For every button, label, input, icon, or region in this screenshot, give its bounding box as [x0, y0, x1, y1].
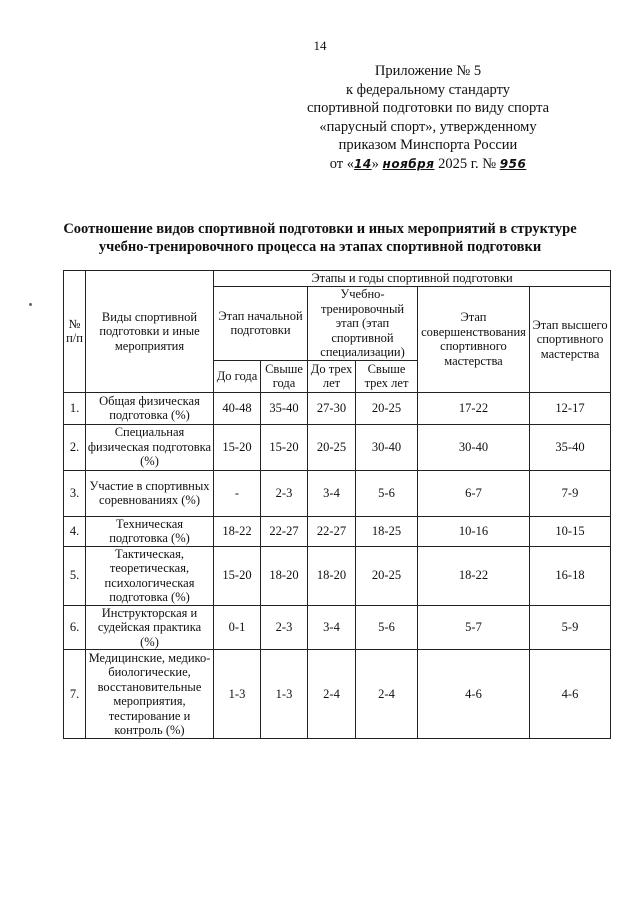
- annex-line: «парусный спорт», утвержденному: [319, 118, 537, 135]
- annex-line: спортивной подготовки по виду спорта: [306, 100, 550, 116]
- col-header-initial: Этап начальной подготовки: [214, 287, 308, 361]
- row-number: 1.: [64, 392, 86, 424]
- row-label: Участие в спортивных соревнованиях (%): [86, 470, 214, 516]
- row-label: Техническая подготовка (%): [86, 516, 214, 546]
- row-value: 35-40: [261, 392, 308, 424]
- row-value: 15-20: [261, 424, 308, 470]
- col-header-sub2: Свыше года: [261, 360, 308, 392]
- row-value: 1-3: [261, 650, 308, 739]
- col-header-sub3: До трех лет: [308, 360, 356, 392]
- row-value: 2-4: [308, 650, 356, 739]
- row-value: 1-3: [214, 650, 261, 739]
- row-value: 16-18: [530, 546, 611, 605]
- row-value: 3-4: [308, 605, 356, 650]
- table-row: [64, 650, 611, 739]
- row-value: 20-25: [356, 546, 418, 605]
- annex-date: от «14» ноября 2025 г. № 956: [329, 155, 527, 172]
- row-value: 15-20: [214, 424, 261, 470]
- handwritten-number: 956: [499, 156, 527, 171]
- col-header-sub1: До года: [214, 360, 261, 392]
- row-value: 5-7: [418, 605, 530, 650]
- row-value: 12-17: [530, 392, 611, 424]
- col-header-num: № п/п: [64, 271, 86, 393]
- annex-title: Приложение № 5: [374, 63, 482, 79]
- row-value: 20-25: [356, 392, 418, 424]
- table-row: [64, 546, 611, 605]
- col-header-stages: Этапы и годы спортивной подготовки: [214, 271, 611, 287]
- row-value: 35-40: [530, 424, 611, 470]
- row-value: 30-40: [418, 424, 530, 470]
- row-number: 2.: [64, 424, 86, 470]
- row-value: 18-20: [261, 546, 308, 605]
- col-header-highest: Этап высшего спортивного мастерства: [530, 287, 611, 393]
- table-row: [64, 424, 611, 470]
- row-number: 3.: [64, 470, 86, 516]
- row-number: 7.: [64, 650, 86, 739]
- row-value: 30-40: [356, 424, 418, 470]
- row-value: 5-6: [356, 470, 418, 516]
- annex-header: [278, 62, 578, 173]
- row-number: 4.: [64, 516, 86, 546]
- annex-line: к федеральному стандарту: [346, 81, 510, 98]
- row-value: 22-27: [308, 516, 356, 546]
- row-value: 3-4: [308, 470, 356, 516]
- row-label: Тактическая, теоретическая, психологическая подготовка (%): [86, 546, 214, 605]
- row-label: Специальная физическая подготовка (%): [86, 424, 214, 470]
- row-value: 2-3: [261, 470, 308, 516]
- row-value: 2-4: [356, 650, 418, 739]
- row-value: 17-22: [418, 392, 530, 424]
- row-value: 7-9: [530, 470, 611, 516]
- table-row: [64, 605, 611, 650]
- row-value: 6-7: [418, 470, 530, 516]
- row-label: Общая физическая подготовка (%): [86, 392, 214, 424]
- row-value: 10-15: [530, 516, 611, 546]
- row-label: Инструкторская и судейская практика (%): [86, 605, 214, 650]
- row-number: 5.: [64, 546, 86, 605]
- row-value: 40-48: [214, 392, 261, 424]
- col-header-training: Учебно-тренировочный этап (этап спортивной специализации): [308, 287, 418, 361]
- row-value: 2-3: [261, 605, 308, 650]
- table-row: [64, 516, 611, 546]
- table-row: [64, 470, 611, 516]
- col-header-improvement: Этап совершенствования спортивного мастерства: [418, 287, 530, 393]
- row-value: 18-22: [214, 516, 261, 546]
- row-label: Медицинские, медико-биологические, восстановительные мероприятия, тестирование и контроль (%): [86, 650, 214, 739]
- row-value: 5-9: [530, 605, 611, 650]
- row-value: 20-25: [308, 424, 356, 470]
- row-value: 10-16: [418, 516, 530, 546]
- row-value: -: [214, 470, 261, 516]
- row-value: 22-27: [261, 516, 308, 546]
- annex-line: приказом Минспорта России: [338, 137, 518, 153]
- row-value: 18-20: [308, 546, 356, 605]
- col-header-sub4: Свыше трех лет: [356, 360, 418, 392]
- row-value: 27-30: [308, 392, 356, 424]
- row-value: 4-6: [418, 650, 530, 739]
- scan-speck: [29, 303, 32, 306]
- training-ratio-table: [63, 270, 611, 739]
- handwritten-month: ноября: [382, 156, 435, 171]
- row-value: 18-22: [418, 546, 530, 605]
- row-value: 4-6: [530, 650, 611, 739]
- row-value: 18-25: [356, 516, 418, 546]
- table-row: [64, 392, 611, 424]
- row-value: 0-1: [214, 605, 261, 650]
- page-number: 14: [313, 38, 327, 53]
- handwritten-day: 14: [353, 156, 372, 171]
- row-value: 15-20: [214, 546, 261, 605]
- document-title: Соотношение видов спортивной подготовки и иных мероприятий в структуре учебно-тренировочного процесса на этапах спортивной подготовки: [63, 221, 577, 255]
- row-value: 5-6: [356, 605, 418, 650]
- col-header-kinds: Виды спортивной подготовки и иные мероприятия: [86, 271, 214, 393]
- row-number: 6.: [64, 605, 86, 650]
